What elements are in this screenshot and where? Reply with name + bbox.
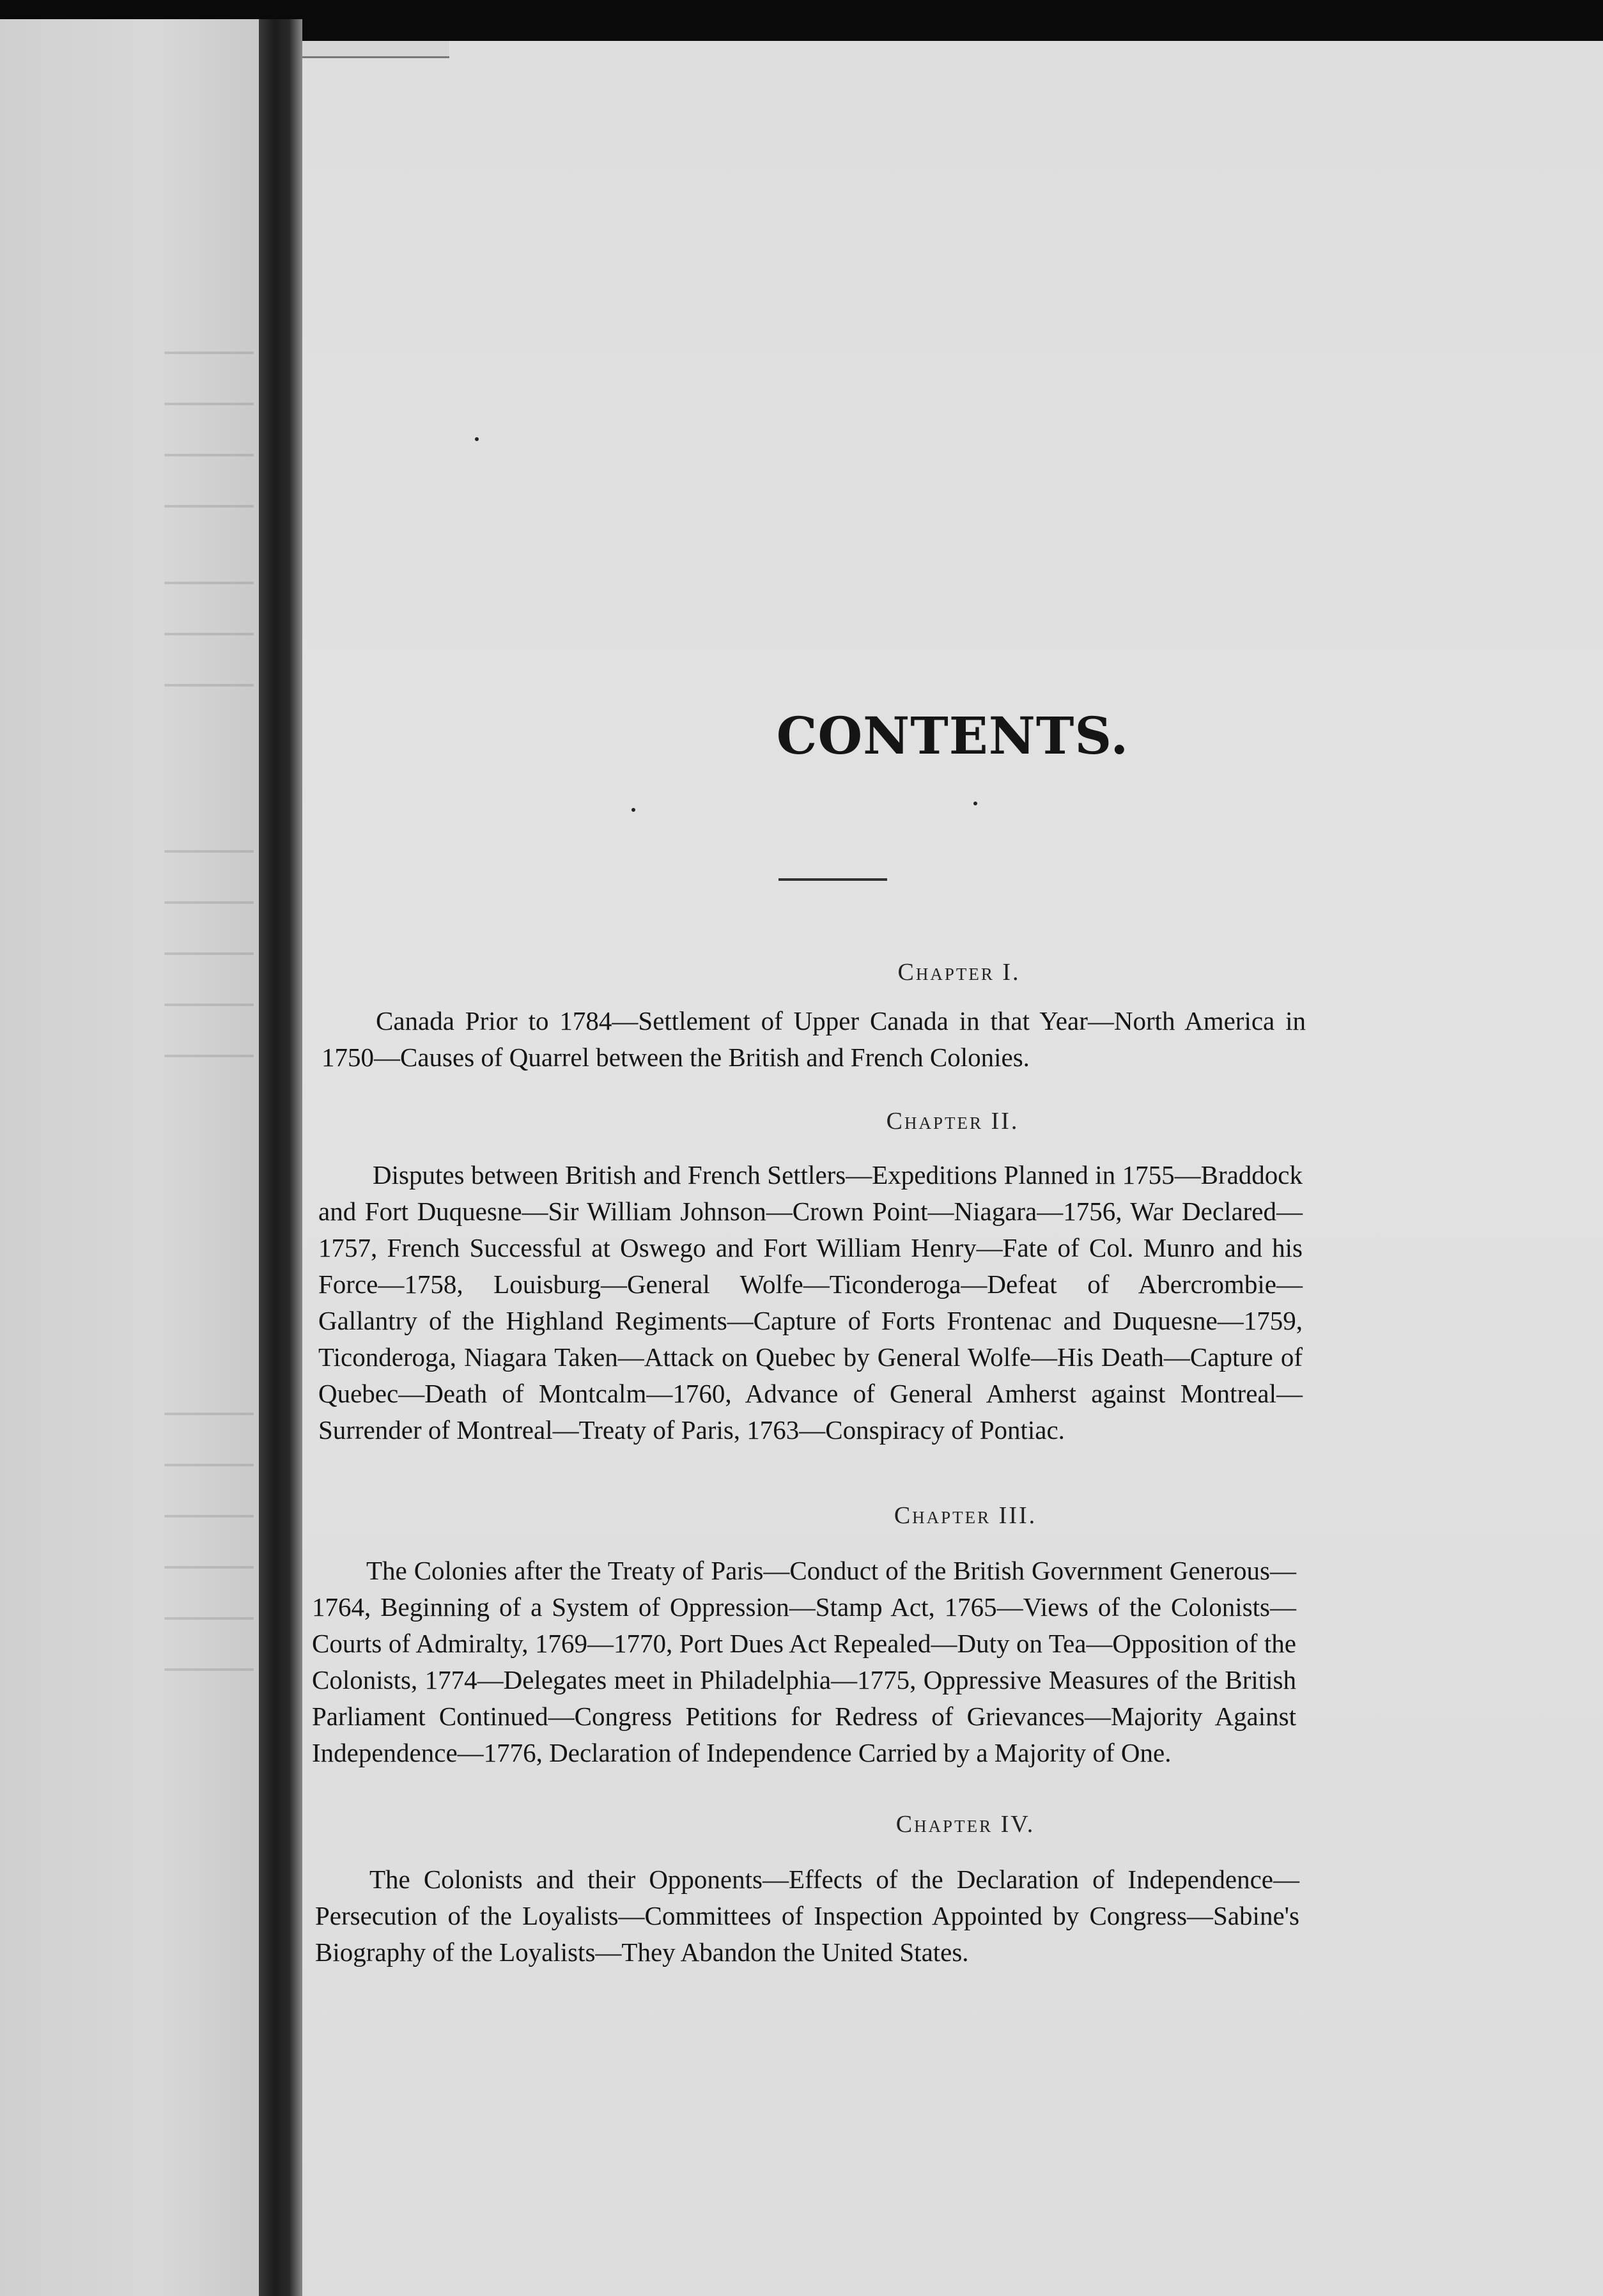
bleed-mark [164,1004,254,1006]
bleed-mark [164,1566,254,1569]
bleed-mark [164,1055,254,1057]
chapter-summary: Disputes between British and French Settlers—Expeditions Planned in 1755—Braddock and Fort Duquesne—Sir William Johnson—Crown Point—Niagara—1756, War Declared—1757, French Successful at Oswego and Fort William Henry—Fate of Col. Munro and his Force—1758, Louisburg—General Wolfe—Ticonderoga—Defeat of Abercrombie—Gallantry of the Highland Regiments—Capture of Forts Frontenac and Duquesne—1759, Ticonderoga, Niagara Taken—Attack on Quebec by General Wolfe—His Death—Capture of Quebec—Death of Montcalm—1760, Advance of General Amherst against Montreal—Surrender of Montreal—Treaty of Paris, 1763—Conspiracy of Pontiac. [318,1160,1303,1445]
chapter-entry [302,1501,1603,1767]
dust-speck [631,808,635,812]
contents-text [302,41,1603,2296]
title-rule [778,878,887,881]
bleed-mark [164,352,254,354]
chapter-summary: The Colonies after the Treaty of Paris—Conduct of the British Government Generous—1764, Beginning of a System of Oppression—Stamp Act, 1765—Views of the Colonists—Courts of Admiralty, 1769—1770, Port Dues Act Repealed—Duty on Tea—Opposition of the Colonists, 1774—Delegates meet in Philadelphia—1775, Oppressive Measures of the British Parliament Continued—Congress Petitions for Redress of Grievances—Majority Against Independence—1776, Declaration of Independence Carried by a Majority of One. [312,1556,1296,1767]
chapter-heading: Chapter III. [894,1502,1037,1529]
bleed-mark [164,684,254,686]
book-gutter [259,19,302,2296]
chapter-summary: Canada Prior to 1784—Settlement of Upper Canada in that Year—North America in 1750—Causes of Quarrel between the British and French Colonies. [321,1006,1306,1072]
chapter-summary: The Colonists and their Opponents—Effects of the Declaration of Independence—Persecution of the Loyalists—Committees of Inspection Appointed by Congress—Sabine's Biography of the Loyalists—They Abandon the United States. [315,1865,1299,1967]
bleed-mark [164,1515,254,1517]
chapter-entry [302,958,1603,1072]
chapter-entry [302,1810,1603,1967]
bleed-mark [164,1617,254,1620]
chapter-entry [302,1107,1603,1445]
page-title: CONTENTS. [776,706,1129,766]
bleed-mark [164,403,254,405]
bleed-mark [164,850,254,853]
bleed-mark [164,633,254,635]
dust-speck [973,802,977,805]
chapter-heading: Chapter I. [897,959,1021,986]
bleed-mark [164,901,254,904]
bleed-mark [164,1413,254,1415]
bleed-mark [164,454,254,456]
bleed-mark [164,505,254,508]
chapter-heading: Chapter IV. [895,1811,1035,1838]
chapter-heading: Chapter II. [886,1108,1019,1135]
bleed-mark [164,952,254,955]
dust-speck [475,437,479,441]
bleed-mark [164,1668,254,1671]
bleed-mark [164,582,254,584]
adjacent-page [0,19,259,2296]
contents-page [302,41,1603,2296]
bleed-mark [164,1464,254,1466]
